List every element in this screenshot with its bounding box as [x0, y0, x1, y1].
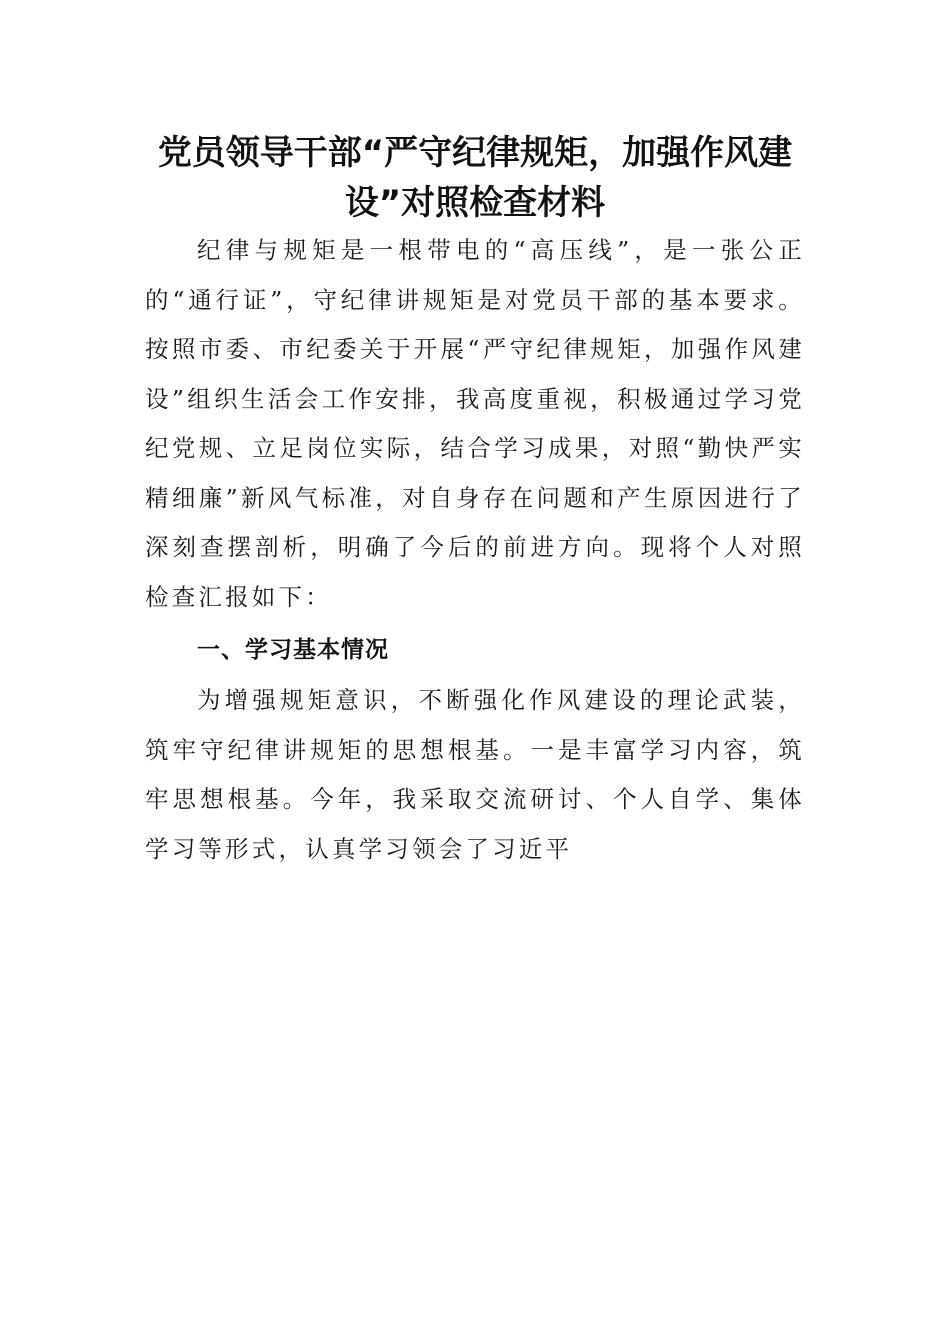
- document-title: 党员领导干部“严守纪律规矩，加强作风建设”对照检查材料: [157, 133, 793, 223]
- section-paragraph: 为增强规矩意识，不断强化作风建设的理论武装，筑牢守纪律讲规矩的思想根基。一是丰富学习内容，筑牢思想根基。今年，我采取交流研讨、个人自学、集体学习等形式，认真学习领会了习近平: [145, 686, 805, 863]
- intro-paragraph: 纪律与规矩是一根带电的“高压线”，是一张公正的“通行证”，守纪律讲规矩是对党员干部的基本要求。按照市委、市纪委关于开展“严守纪律规矩，加强作风建设”组织生活会工作安排，我高度重视，积极通过学习党纪党规、立足岗位实际，结合学习成果，对照“勤快严实精细廉”新风气标准，对自身存在问题和产生原因进行了深刻查摆剖析，明确了今后的前进方向。现将个人对照检查汇报如下：: [145, 236, 805, 611]
- section-heading: 一、学习基本情况: [197, 637, 389, 663]
